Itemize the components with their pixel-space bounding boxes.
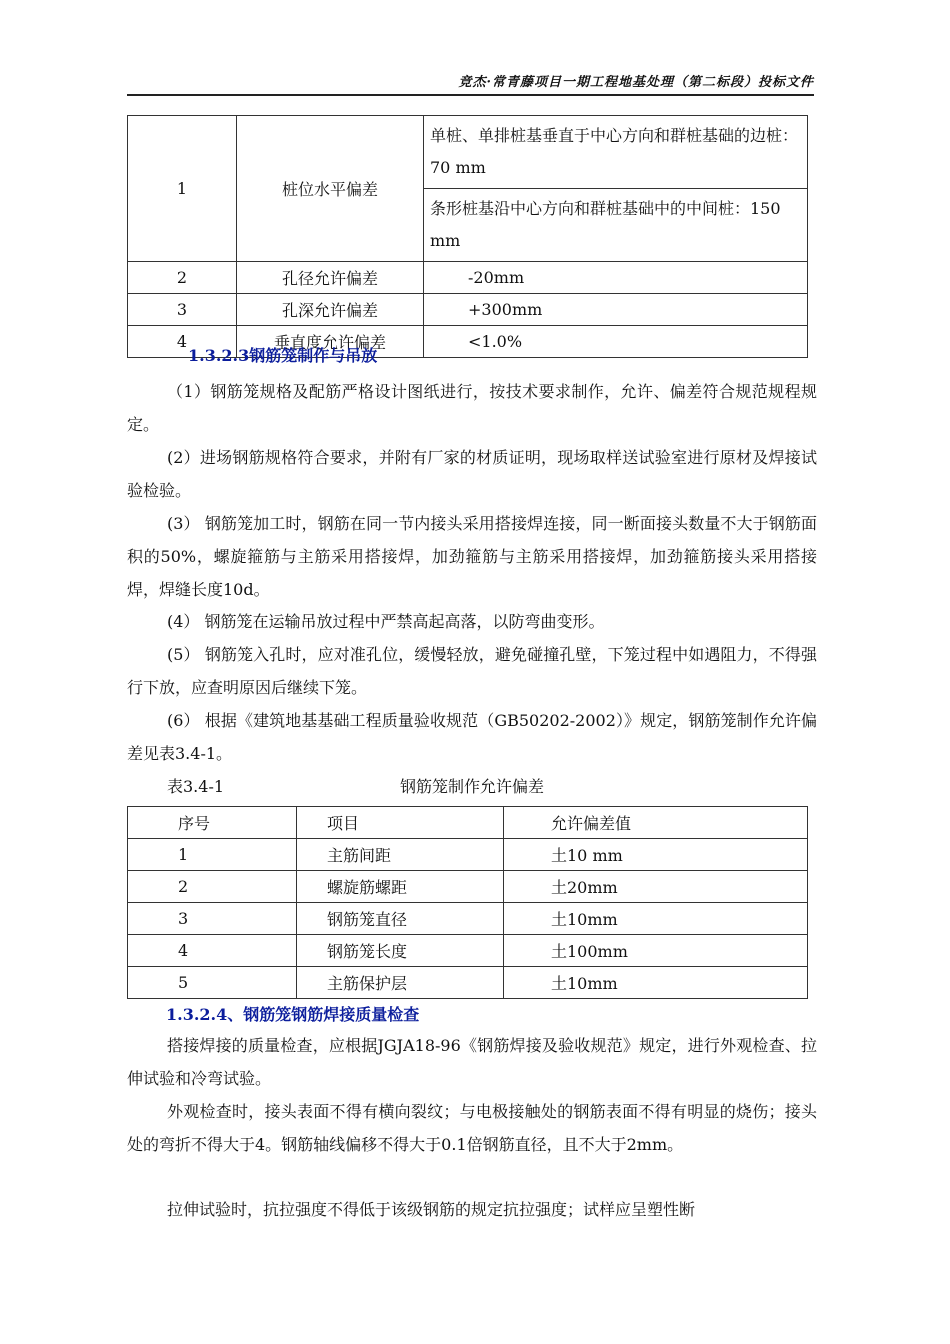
table-row [128,294,808,326]
item-name: 桩位水平偏差 [237,116,424,262]
item-name: 孔径允许偏差 [237,262,424,294]
deviation-value: 土10 mm [504,839,808,871]
item-name: 主筋间距 [297,839,504,871]
deviation-value: +300mm [424,294,808,326]
table-row [128,967,808,999]
item-name: 主筋保护层 [297,967,504,999]
paragraph: 搭接焊接的质量检查，应根据JGJA18-96《钢筋焊接及验收规范》规定，进行外观检查、拉伸试验和冷弯试验。 [127,1036,817,1088]
deviation-value: 条形桩基沿中心方向和群桩基础中的中间桩：150 mm [424,189,808,262]
row-number: 5 [128,967,297,999]
paragraph: (3） 钢筋笼加工时，钢筋在同一节内接头采用搭接焊连接，同一断面接头数量不大于钢筋面积的50%，螺旋箍筋与主筋采用搭接焊，加劲箍筋与主筋采用搭接焊，加劲箍筋接头采用搭接焊，焊缝长度10d。 [127,514,817,599]
row-number: 4 [128,326,237,358]
item-name: 螺旋筋螺距 [297,871,504,903]
table-caption-number: 表3.4-1 [167,777,225,796]
column-header: 项目 [297,807,504,839]
table-row [128,903,808,935]
section-heading: 1.3.2.4、钢筋笼钢筋焊接质量检查 [166,1005,420,1024]
deviation-value: <1.0% [424,326,808,358]
table-row [128,935,808,967]
deviation-value: 单桩、单排桩基垂直于中心方向和群桩基础的边桩：70 mm [424,116,808,189]
paragraph: (2）进场钢筋规格符合要求，并附有厂家的材质证明，现场取样送试验室进行原材及焊接试验检验。 [127,448,817,500]
section-heading: 1.3.2.3钢筋笼制作与吊放 [188,346,378,365]
table-row [128,871,808,903]
paragraph: 拉伸试验时，抗拉强度不得低于该级钢筋的规定抗拉强度；试样应呈塑性断 [167,1200,696,1219]
row-number: 3 [128,903,297,935]
paragraph: (4） 钢筋笼在运输吊放过程中严禁高起高落，以防弯曲变形。 [167,612,605,631]
table-row [128,262,808,294]
item-name: 孔深允许偏差 [237,294,424,326]
table-caption-title: 钢筋笼制作允许偏差 [400,777,545,796]
table-row [128,116,808,189]
row-number: 2 [128,871,297,903]
item-name: 钢筋笼长度 [297,935,504,967]
item-name: 垂直度允许偏差 [237,326,424,358]
table-header-row [128,807,808,839]
deviation-value: 土100mm [504,935,808,967]
item-name: 钢筋笼直径 [297,903,504,935]
row-number: 1 [128,116,237,262]
deviation-value: 土20mm [504,871,808,903]
page-header: 竞杰·常青藤项目一期工程地基处理（第二标段）投标文件 [127,72,814,96]
pile-deviation-table [127,115,808,358]
deviation-value: 土10mm [504,903,808,935]
row-number: 1 [128,839,297,871]
paragraph: (6） 根据《建筑地基基础工程质量验收规范（GB50202-2002）》规定，钢筋笼制作允许偏差见表3.4-1。 [127,711,817,763]
row-number: 4 [128,935,297,967]
row-number: 2 [128,262,237,294]
paragraph: 外观检查时，接头表面不得有横向裂纹；与电极接触处的钢筋表面不得有明显的烧伤；接头处的弯折不得大于4。钢筋轴线偏移不得大于0.1倍钢筋直径，且不大于2mm。 [127,1102,817,1154]
column-header: 允许偏差值 [504,807,808,839]
deviation-value: -20mm [424,262,808,294]
deviation-value: 土10mm [504,967,808,999]
paragraph: （1）钢筋笼规格及配筋严格设计图纸进行，按技术要求制作，允许、偏差符合规范规程规定。 [127,382,817,434]
paragraph: (5） 钢筋笼入孔时，应对准孔位，缓慢轻放，避免碰撞孔壁，下笼过程中如遇阻力，不得强行下放，应查明原因后继续下笼。 [127,645,817,697]
row-number: 3 [128,294,237,326]
cage-deviation-table [127,806,808,999]
column-header: 序号 [128,807,297,839]
table-row [128,839,808,871]
